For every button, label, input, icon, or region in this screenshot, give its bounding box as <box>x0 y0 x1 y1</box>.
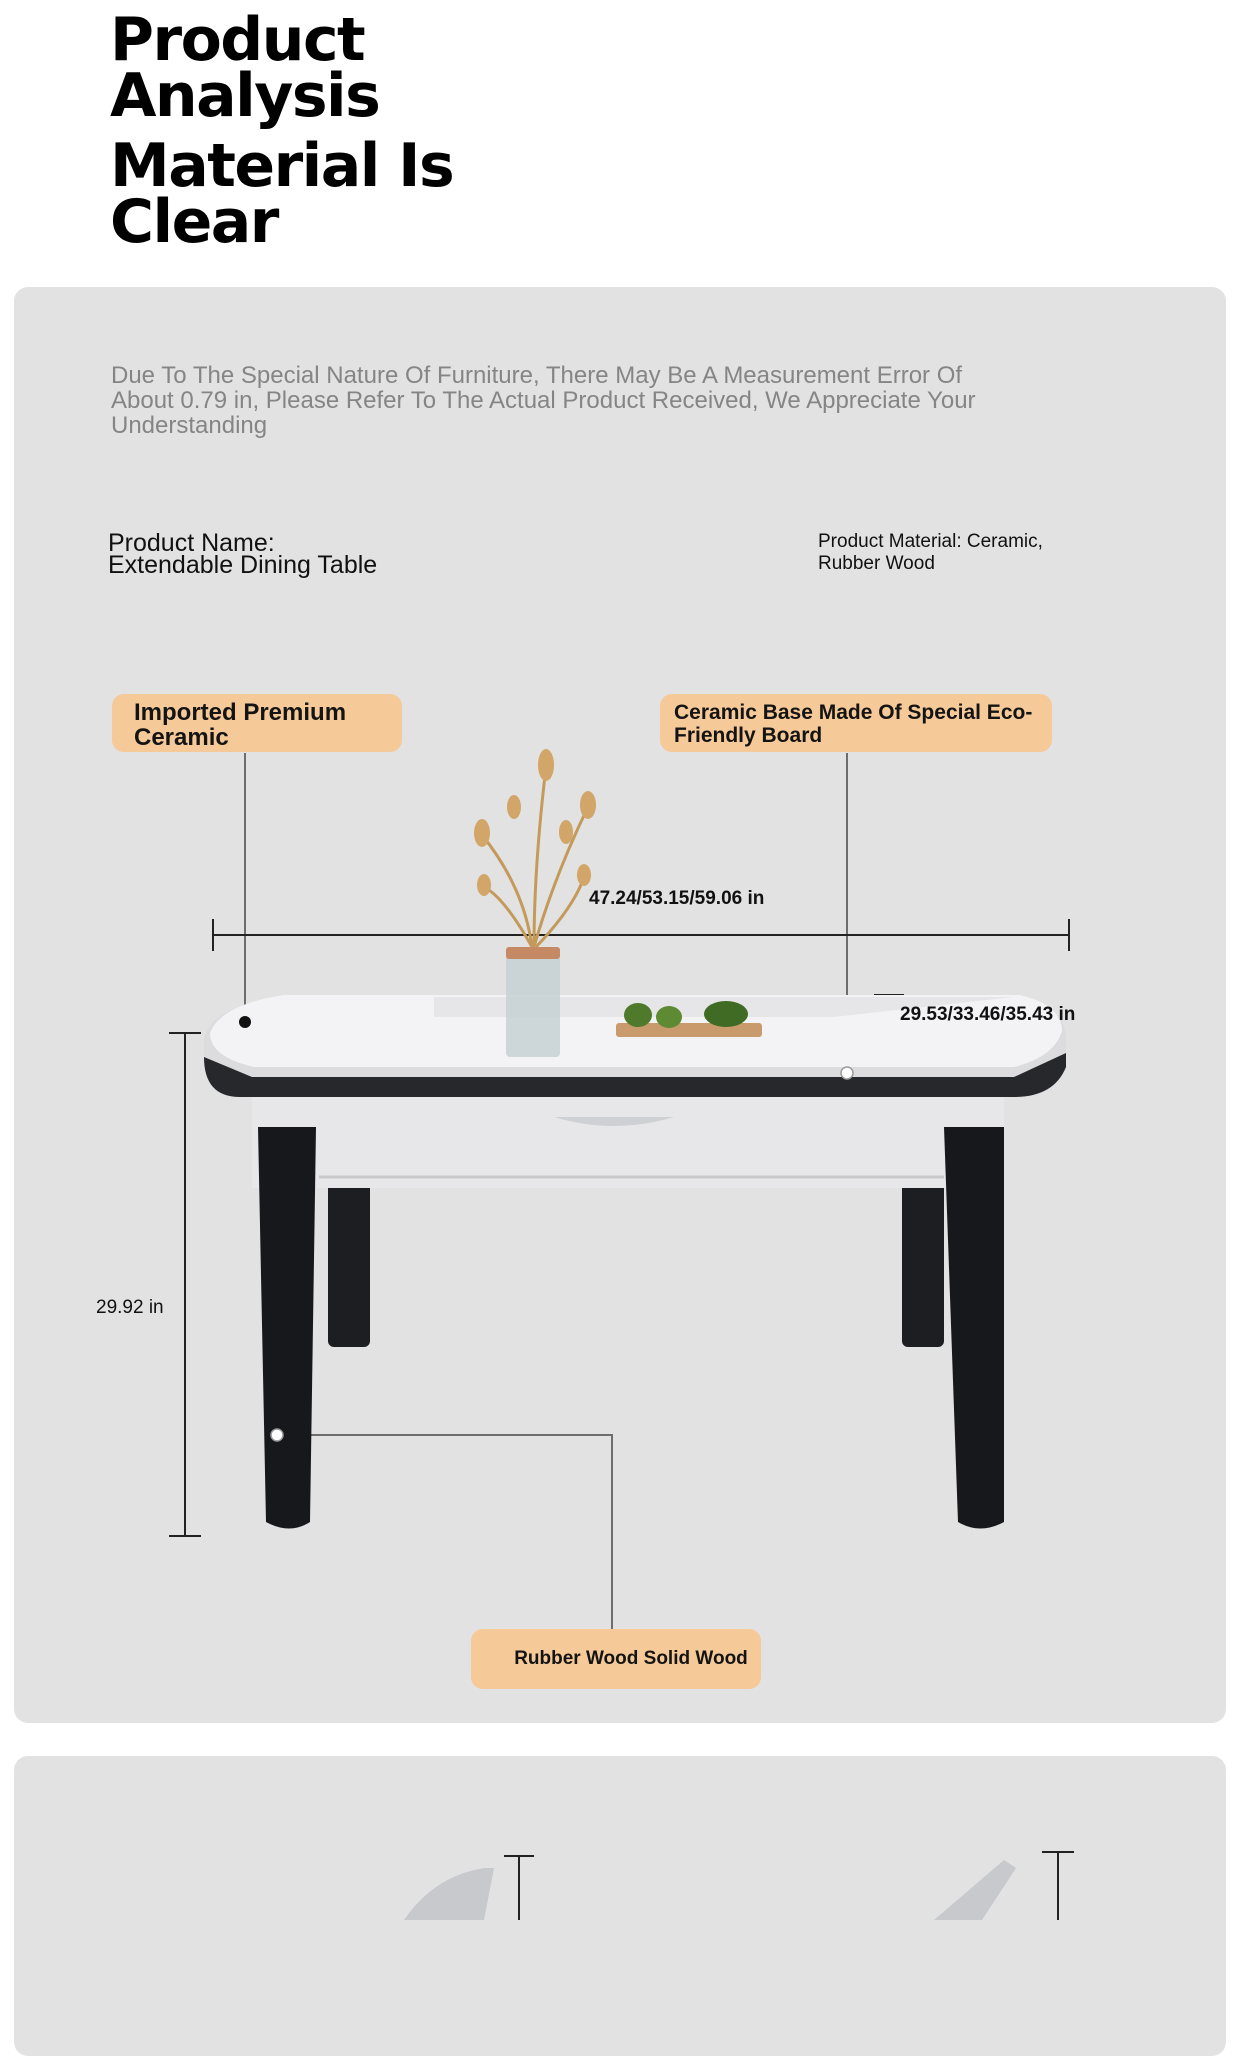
marker-wood <box>271 1429 283 1441</box>
marker-ceramic <box>239 1016 251 1028</box>
back-left-leg <box>328 1167 370 1347</box>
partial-chair-right <box>934 1860 1016 1920</box>
callout-imported-ceramic: Imported Premium Ceramic <box>112 694 402 752</box>
partial-illustration <box>14 1756 1226 1920</box>
page-title <box>110 5 454 257</box>
measurement-notice: Due To The Special Nature Of Furniture, There May Be A Measurement Error Of About 0.79 in, Please Refer To The Actual Product Received, We Appreciate Your Understanding <box>111 362 976 439</box>
title-line-3: Material Is <box>110 131 454 201</box>
marker-base <box>841 1067 853 1079</box>
title-line-4: Clear <box>110 187 278 257</box>
width-dimension-line <box>213 919 1069 951</box>
callout-ceramic-base: Ceramic Base Made Of Special Eco-Friendly Board <box>660 694 1052 752</box>
product-name-label: Product Name: <box>108 529 275 557</box>
top-thickness-dimension-label: 29.53/33.46/35.43 in <box>900 1004 1076 1025</box>
front-left-leg <box>258 1127 316 1529</box>
fruit <box>624 1003 652 1027</box>
height-dimension-line <box>169 1033 201 1536</box>
product-analysis-panel <box>14 287 1226 1723</box>
partial-chair-left <box>404 1868 494 1920</box>
second-panel <box>14 1756 1226 2056</box>
width-dimension-label: 47.24/53.15/59.06 in <box>589 888 765 909</box>
dried-flowers <box>482 767 588 947</box>
callout-rubber-wood: Rubber Wood Solid Wood <box>471 1629 761 1689</box>
leader-line-wood <box>277 1435 612 1629</box>
height-dimension-label: 29.92 in <box>96 1297 164 1318</box>
product-material: Product Material: Ceramic, Rubber Wood <box>818 531 1043 574</box>
back-right-leg <box>902 1167 944 1347</box>
front-right-leg <box>944 1127 1004 1529</box>
table-apron <box>252 1092 1004 1188</box>
title-line-2: Analysis <box>110 61 380 131</box>
vase <box>506 955 560 1057</box>
product-name-value: Extendable Dining Table <box>108 551 378 579</box>
title-line-1: Product <box>110 5 365 75</box>
